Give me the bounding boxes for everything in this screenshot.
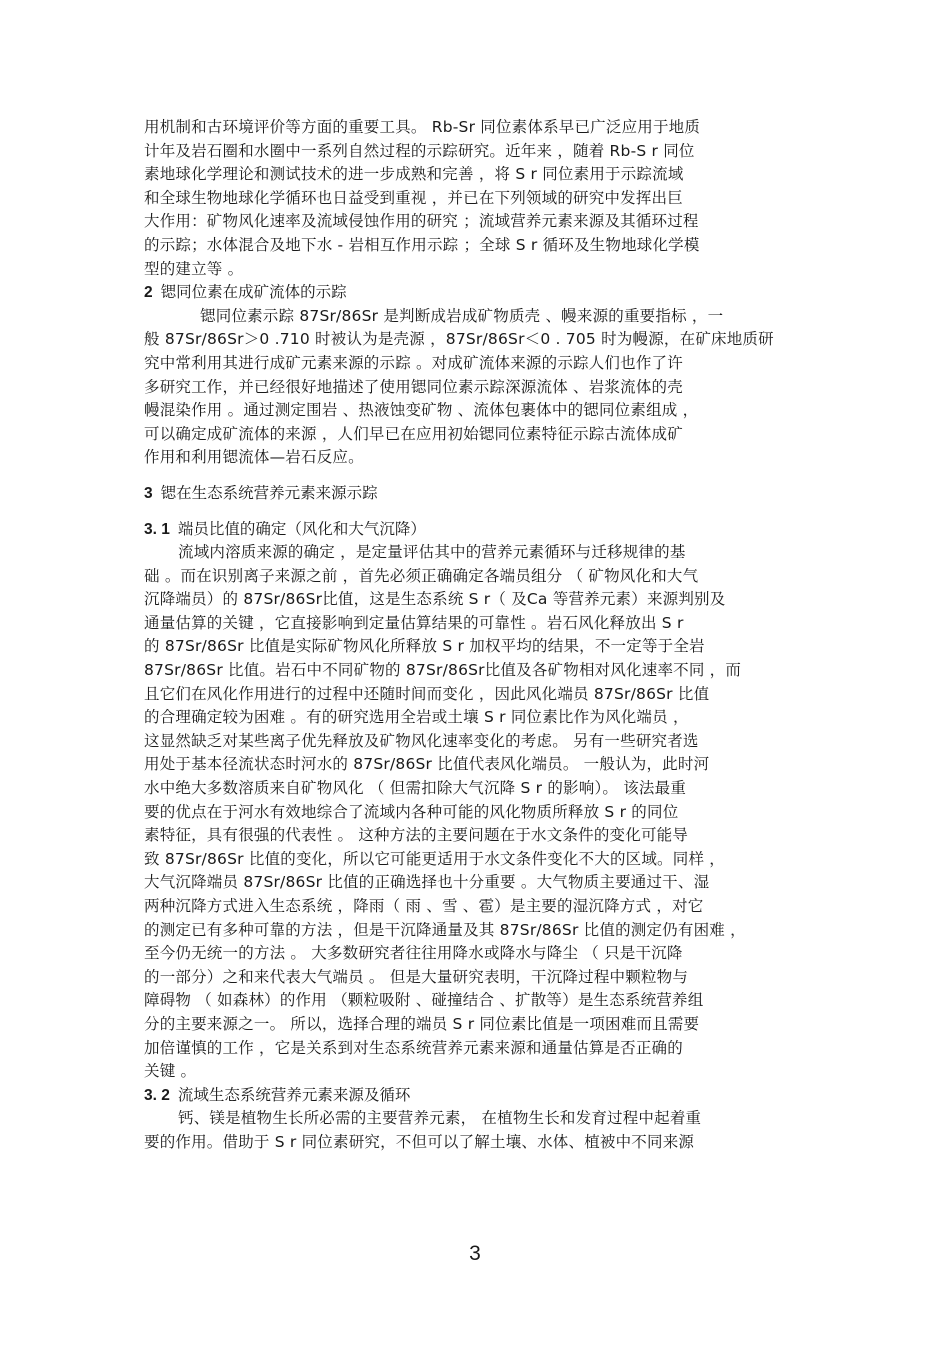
text-line: 且它们在风化作用进行的过程中还随时间而变化 ，因此风化端员 87Sr/86Sr 比值	[144, 684, 710, 703]
text-line: 沉降端员）的 87Sr/86Sr比值，这是生态系统 S r（ 及Ca 等营养元素）来源判别及	[144, 590, 726, 609]
section-3-2-paragraph	[144, 1107, 814, 1154]
text-line: 的测定已有多种可靠的方法 ，但是干沉降通量及其 87Sr/86Sr 比值的测定仍有困难 ，	[144, 920, 746, 939]
text-line: 可以确定成矿流体的来源 ，人们早已在应用初始锶同位素特征示踪古流体成矿	[144, 424, 683, 443]
text-line: 流域内溶质来源的确定 ，是定量评估其中的营养元素循环与迁移规律的基	[178, 543, 686, 562]
section-heading-2	[144, 281, 814, 305]
section-number: 2	[144, 284, 153, 302]
text-line: 型的建立等 。	[144, 259, 244, 278]
section-heading-3-2	[144, 1084, 814, 1108]
intro-paragraph	[144, 116, 814, 281]
section-number: 3. 1	[144, 520, 170, 538]
text-line: 用处于基本径流状态时河水的 87Sr/86Sr 比值代表风化端员。 一般认为，此时河	[144, 755, 710, 774]
section-title: 锶在生态系统营养元素来源示踪	[160, 483, 378, 502]
text-line: 87Sr/86Sr 比值。岩石中不同矿物的 87Sr/86Sr比值及各矿物相对风化速率不同 ，而	[144, 661, 742, 680]
text-line: 的 87Sr/86Sr 比值是实际矿物风化所释放 S r 加权平均的结果，不一定等于全岩	[144, 637, 705, 656]
text-line: 致 87Sr/86Sr 比值的变化，所以它可能更适用于水文条件变化不大的区域。同样 ，	[144, 849, 725, 868]
text-line: 两种沉降方式进入生态系统 ，降雨（ 雨 、雪 、雹）是主要的湿沉降方式 ，对它	[144, 897, 704, 915]
section-heading-3	[144, 482, 814, 506]
text-line: 要的作用。借助于 S r 同位素研究，不但可以了解土壤、水体、植被中不同来源	[144, 1132, 695, 1151]
text-line: 究中常利用其进行成矿元素来源的示踪 。对成矿流体来源的示踪人们也作了许	[144, 353, 683, 372]
section-title: 锶同位素在成矿流体的示踪	[160, 283, 347, 302]
section-number: 3	[144, 484, 153, 502]
text-line: 础 。而在识别离子来源之前 ，首先必须正确确定各端员组分 （ 矿物风化和大气	[144, 566, 699, 585]
page-number: 3	[469, 1242, 481, 1265]
text-line: 障碍物 （ 如森林）的作用 （颗粒吸附 、碰撞结合 、扩散等）是生态系统营养组	[144, 991, 704, 1010]
text-line: 大作用：矿物风化速率及流域侵蚀作用的研究 ；流域营养元素来源及其循环过程	[144, 212, 699, 231]
text-line: 用机制和古环境评价等方面的重要工具。 Rb-Sr 同位素体系早已广泛应用于地质	[144, 118, 701, 136]
text-line: 关键 。	[144, 1062, 197, 1081]
text-line: 的合理确定较为困难 。有的研究选用全岩或土壤 S r 同位素比作为风化端员 ，	[144, 708, 689, 727]
text-line: 至今仍无统一的方法 。 大多数研究者往往用降水或降水与降尘 （ 只是干沉降	[144, 944, 683, 963]
text-line: 水中绝大多数溶质来自矿物风化 （ 但需扣除大气沉降 S r 的影响）。 该法最重	[144, 779, 687, 798]
section-number: 3. 2	[144, 1086, 170, 1104]
section-heading-3-1	[144, 518, 814, 542]
text-line: 的示踪；水体混合及地下水 - 岩相互作用示踪 ；全球 S r 循环及生物地球化学模	[144, 235, 700, 254]
text-line: 计年及岩石圈和水圈中一系列自然过程的示踪研究。近年来 ，随着 Rb-S r 同位	[144, 141, 695, 160]
text-line: 通量估算的关键 ，它直接影响到定量估算结果的可靠性 。岩石风化释放出 S r	[144, 613, 684, 632]
text-line: 素特征，具有很强的代表性 。 这种方法的主要问题在于水文条件的变化可能导	[144, 826, 689, 845]
section-3-1-paragraph	[144, 541, 814, 1084]
text-line: 分的主要来源之一。 所以，选择合理的端员 S r 同位素比值是一项困难而且需要	[144, 1014, 700, 1033]
text-line: 幔混染作用 。通过测定围岩 、热液蚀变矿物 、流体包裹体中的锶同位素组成 ，	[144, 401, 699, 420]
text-line: 素地球化学理论和测试技术的进一步成熟和完善 ，将 S r 同位素用于示踪流域	[144, 165, 684, 184]
document-body	[144, 116, 814, 1155]
section-title: 流域生态系统营养元素来源及循环	[177, 1085, 411, 1104]
text-line: 多研究工作，并已经很好地描述了使用锶同位素示踪深源流体 、岩浆流体的壳	[144, 377, 683, 396]
text-line: 要的优点在于河水有效地综合了流域内各种可能的风化物质所释放 S r 的同位	[144, 802, 679, 821]
text-line: 锶同位素示踪 87Sr/86Sr 是判断成岩成矿物质壳 、幔来源的重要指标 ，一	[200, 306, 724, 325]
section-title: 端员比值的确定（风化和大气沉降）	[177, 519, 426, 538]
text-line: 这显然缺乏对某些离子优先释放及矿物风化速率变化的考虑。 另有一些研究者选	[144, 731, 699, 750]
text-line: 和全球生物地球化学循环也日益受到重视 ，并已在下列领域的研究中发挥出巨	[144, 188, 683, 207]
section-2-paragraph	[144, 305, 814, 470]
text-line: 作用和利用锶流体—岩石反应。	[144, 448, 364, 467]
text-line: 的一部分）之和来代表大气端员 。 但是大量研究表明，干沉降过程中颗粒物与	[144, 967, 689, 986]
text-line: 加倍谨慎的工作 ，它是关系到对生态系统营养元素来源和通量估算是否正确的	[144, 1038, 683, 1057]
text-line: 钙、镁是植物生长所必需的主要营养元素， 在植物生长和发育过程中起着重	[178, 1109, 702, 1128]
text-line: 大气沉降端员 87Sr/86Sr 比值的正确选择也十分重要 。大气物质主要通过干、湿	[144, 873, 710, 892]
text-line: 般 87Sr/86Sr＞0 .710 时被认为是壳源 ，87Sr/86Sr＜0 . 705 时为幔源，在矿床地质研	[144, 330, 774, 349]
